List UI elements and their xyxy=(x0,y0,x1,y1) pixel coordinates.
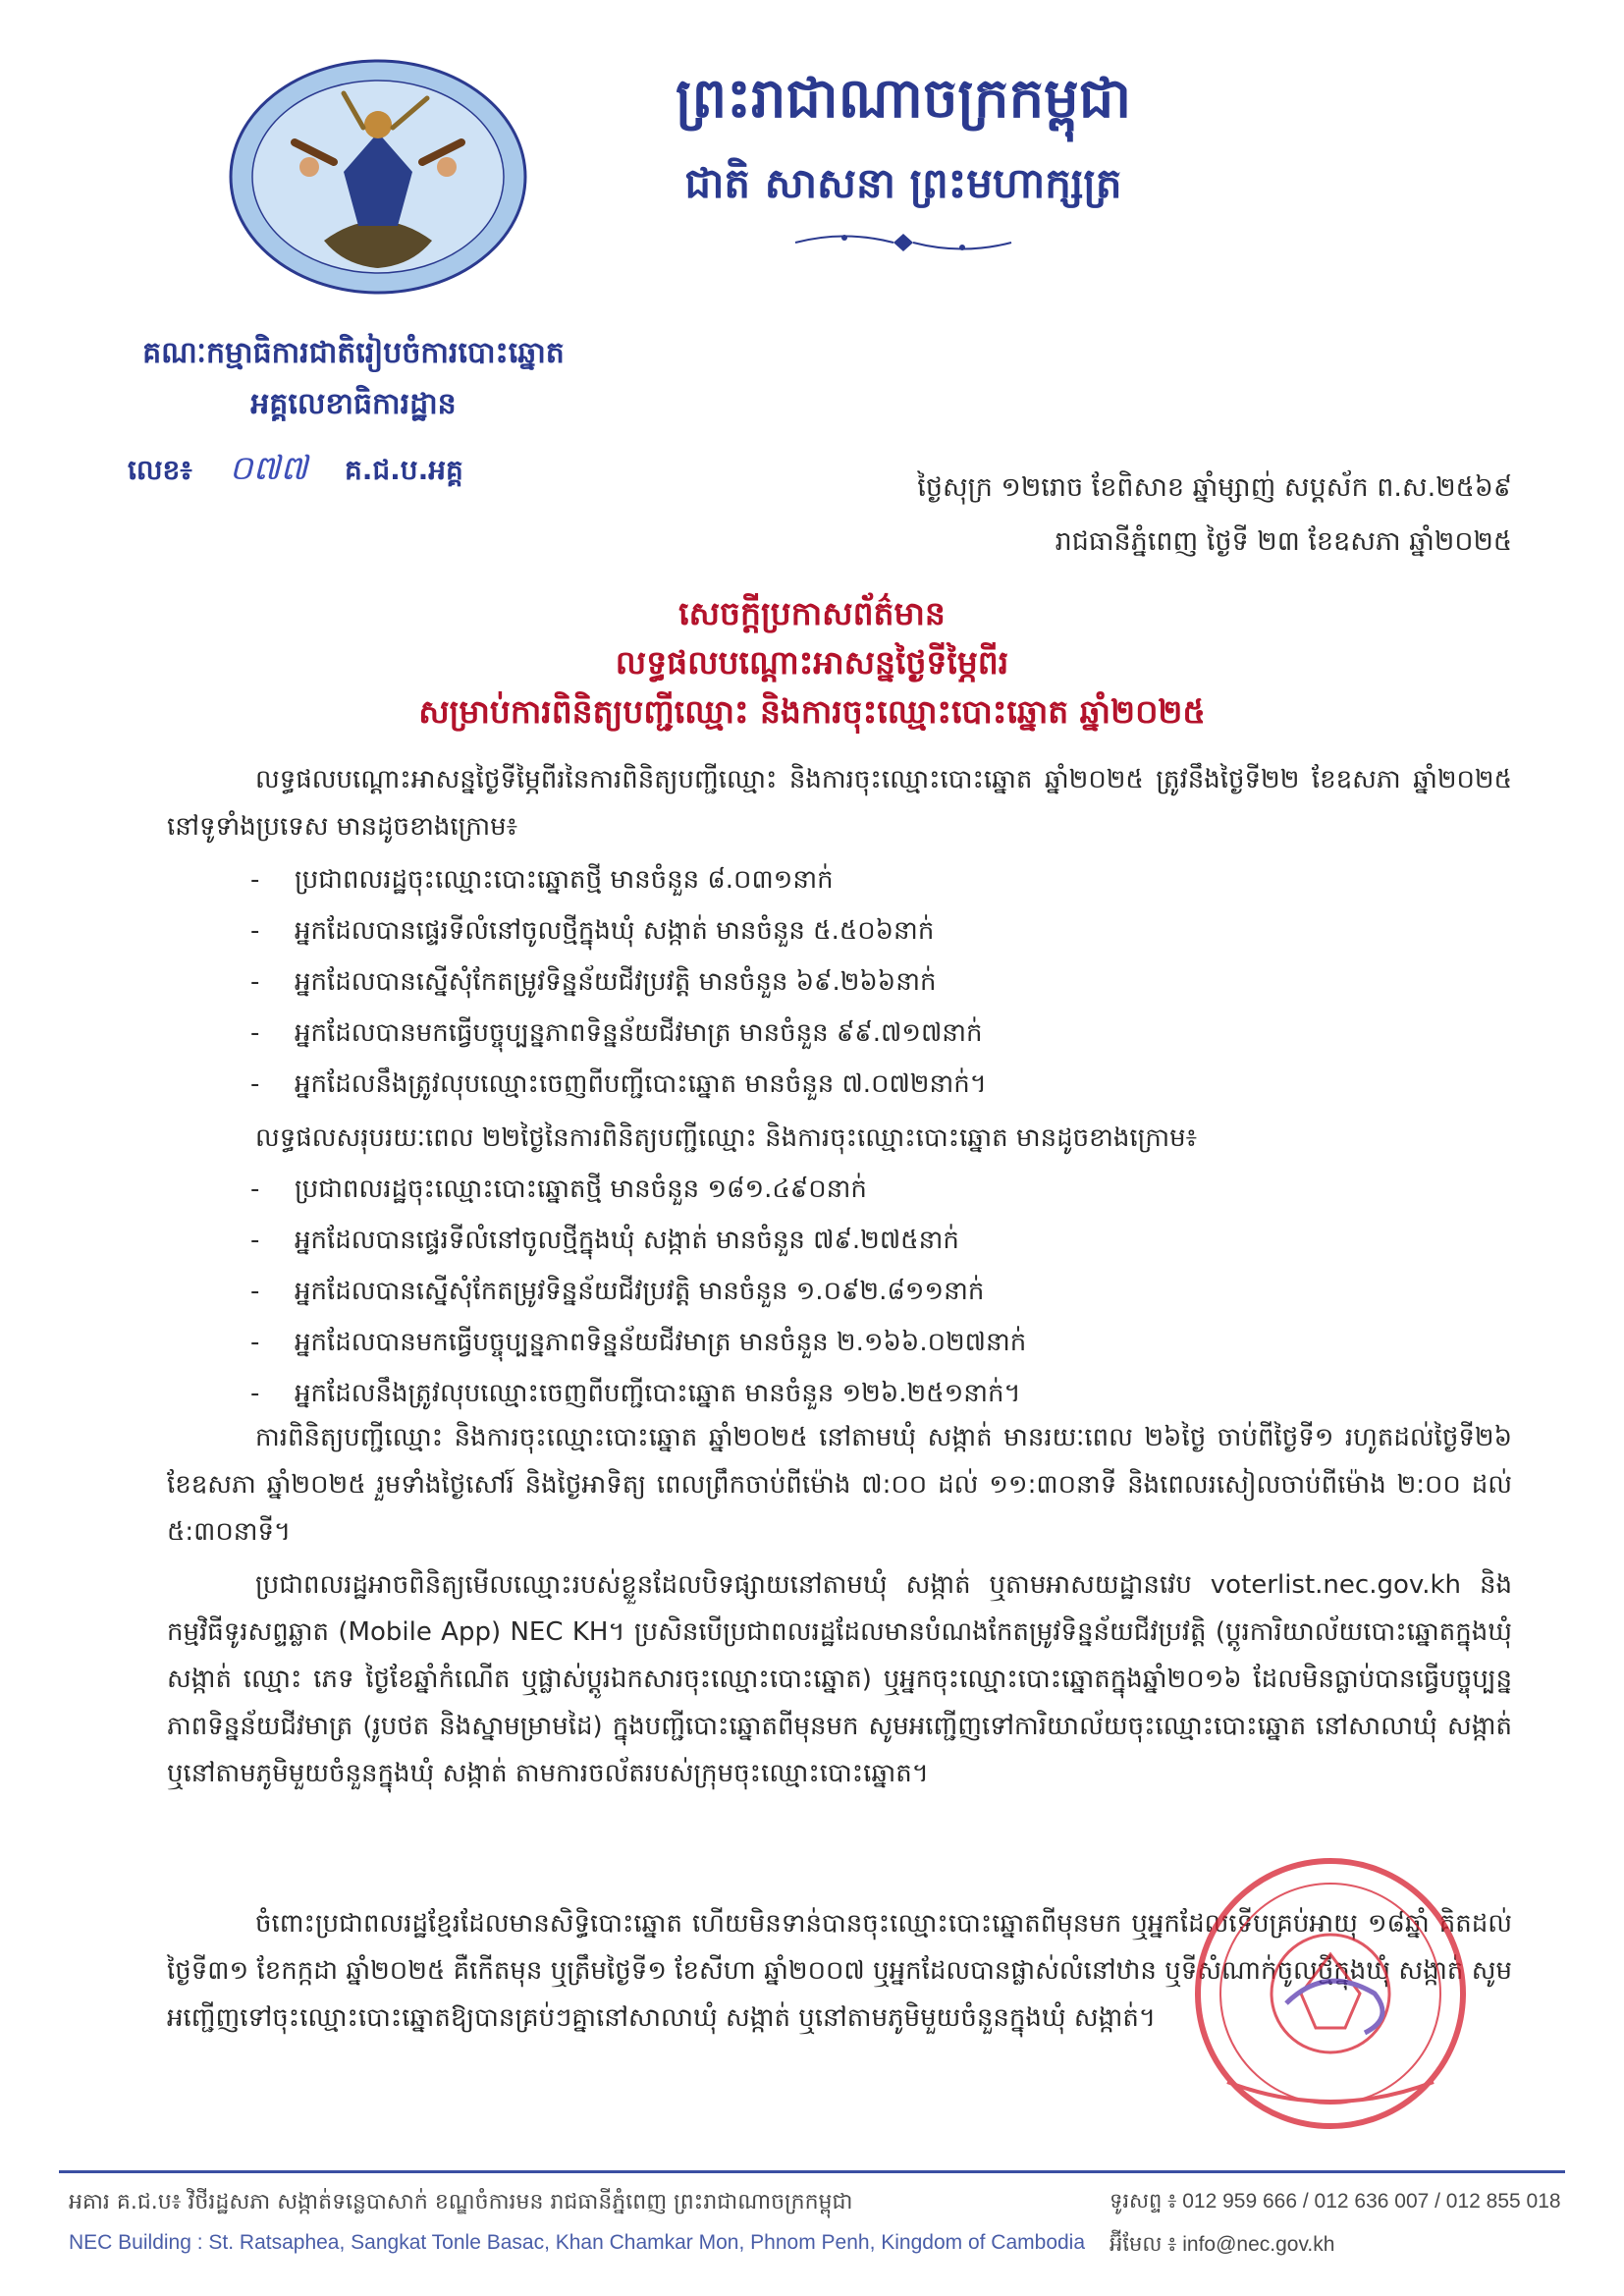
list-item: - អ្នកដែលបានមកធ្វើបច្ចុប្បន្នភាពទិន្នន័យជីវមាត្រ មានចំនួន ២.១៦៦.០២៧នាក់ xyxy=(250,1317,1507,1368)
email-address: info@nec.gov.kh xyxy=(1182,2233,1335,2256)
organization-department: អគ្គលេខាធិការដ្ឋាន xyxy=(250,387,457,421)
lunar-date: ថ្ងៃសុក្រ ១២រោច ខែពិសាខ ឆ្នាំម្សាញ់ សប្តស័ក ព.ស.២៥៦៩ xyxy=(917,472,1512,503)
organization-name: គណៈកម្មាធិការជាតិរៀបចំការបោះឆ្នោត xyxy=(142,336,565,370)
solar-date: រាជធានីភ្នំពេញ ថ្ងៃទី ២៣ ខែឧសភា ឆ្នាំ២០២៥ xyxy=(1055,526,1512,557)
email-label: អ៊ីមែល ៖ xyxy=(1110,2233,1177,2256)
footer-address-english: NEC Building : St. Ratsaphea, Sangkat Tonle Basac, Khan Chamkar Mon, Phnom Penh, Kingdom of Cambodia xyxy=(69,2231,1086,2254)
announcement-title: សេចក្តីប្រកាសព័ត៌មាន xyxy=(678,594,946,632)
intro-paragraph-daily: លទ្ធផលបណ្តោះអាសន្នថ្ងៃទីម្ភៃពីរនៃការពិនិត្យបញ្ជីឈ្មោះ និងការចុះឈ្មោះបោះឆ្នោត ឆ្នាំ២០២៥ ត្រូវនឹងថ្ងៃទី២២ ខែឧសភា ឆ្នាំ២០២៥ នៅទូទាំងប្រទេស មានដូចខាងក្រោម៖ xyxy=(167,765,1512,842)
list-item: - អ្នកដែលបានស្នើសុំកែតម្រូវទិន្នន័យជីវប្រវត្តិ មានចំនួន ៦៩.២៦៦នាក់ xyxy=(250,957,1507,1008)
footer-email xyxy=(1110,2231,1334,2262)
announcement-subtitle-2: សម្រាប់ការពិនិត្យបញ្ជីឈ្មោះ និងការចុះឈ្មោះបោះឆ្នោត ឆ្នាំ២០២៥ xyxy=(418,692,1206,731)
phone-label: ទូរសព្ទ ៖ xyxy=(1110,2190,1177,2213)
list-item: - អ្នកដែលបានផ្ទេរទីលំនៅចូលថ្មីក្នុងឃុំ សង្កាត់ មានចំនួន ៧៩.២៧៥នាក់ xyxy=(250,1215,1507,1266)
phone-numbers: 012 959 666 / 012 636 007 / 012 855 018 xyxy=(1182,2190,1561,2213)
footer-divider xyxy=(59,2170,1565,2173)
verification-paragraph: ប្រជាពលរដ្ឋអាចពិនិត្យមើលឈ្មោះរបស់ខ្លួនដែលបិទផ្សាយនៅតាមឃុំ សង្កាត់ ឬតាមអាសយដ្ឋានវេប voterlist.nec.gov.kh និងកម្មវិធីទូរសព្ទឆ្លាត (Mobile App) NEC KH។ ប្រសិនបើប្រជាពលរដ្ឋដែលមានបំណងកែតម្រូវទិន្នន័យជីវប្រវត្តិ (ប្តូរការិយាល័យបោះឆ្នោតក្នុងឃុំ សង្កាត់ ឈ្មោះ ភេទ ថ្ងៃខែឆ្នាំកំណើត ឬផ្លាស់ប្តូរឯកសារចុះឈ្មោះបោះឆ្នោត) ឬអ្នកចុះឈ្មោះបោះឆ្នោតក្នុងឆ្នាំ២០១៦ ដែលមិនធ្លាប់បានធ្វើបច្ចុប្បន្នភាពទិន្នន័យជីវមាត្រ (រូបថត និងស្នាមម្រាមដៃ) ក្នុងបញ្ជីបោះឆ្នោតពីមុនមក សូមអញ្ជើញទៅការិយាល័យចុះឈ្មោះបោះឆ្នោត នៅសាលាឃុំ សង្កាត់ ឬនៅតាមភូមិមួយចំនួនក្នុងឃុំ សង្កាត់ តាមការចល័តរបស់ក្រុមចុះឈ្មោះបោះឆ្នោត។ xyxy=(167,1570,1512,1788)
kingdom-heading: ព្រះរាជាណាចក្រកម្ពុជា xyxy=(675,66,1132,131)
announcement-subtitle: លទ្ធផលបណ្តោះអាសន្នថ្ងៃទីម្ភៃពីរ xyxy=(615,643,1009,682)
intro-paragraph-total: លទ្ធផលសរុបរយៈពេល ២២ថ្ងៃនៃការពិនិត្យបញ្ជីឈ្មោះ និងការចុះឈ្មោះបោះឆ្នោត មានដូចខាងក្រោម៖ xyxy=(255,1123,1198,1153)
footer-phone xyxy=(1110,2188,1561,2218)
list-item: - អ្នកដែលបានផ្ទេរទីលំនៅចូលថ្មីក្នុងឃុំ សង្កាត់ មានចំនួន ៥.៥០៦នាក់ xyxy=(250,905,1507,957)
flourish-ornament-icon xyxy=(785,228,1021,257)
list-item: - អ្នកដែលបានស្នើសុំកែតម្រូវទិន្នន័យជីវប្រវត្តិ មានចំនួន ១.០៩២.៨១១នាក់ xyxy=(250,1266,1507,1317)
list-item: - អ្នកដែលនឹងត្រូវលុបឈ្មោះចេញពីបញ្ជីបោះឆ្នោត មានចំនួន ៧.០៧២នាក់។ xyxy=(250,1059,1507,1110)
list-item: - អ្នកដែលនឹងត្រូវលុបឈ្មោះចេញពីបញ្ជីបោះឆ្នោត មានចំនួន ១២៦.២៥១នាក់។ xyxy=(250,1368,1507,1419)
reference-number-value: ០៧៧ xyxy=(229,449,308,488)
national-motto: ជាតិ សាសនា ព្រះមហាក្សត្រ xyxy=(684,159,1122,207)
list-item: - ប្រជាពលរដ្ឋចុះឈ្មោះបោះឆ្នោតថ្មី មានចំនួន ៨.០៣១នាក់ xyxy=(250,854,1507,905)
schedule-paragraph: ការពិនិត្យបញ្ជីឈ្មោះ និងការចុះឈ្មោះបោះឆ្នោត ឆ្នាំ២០២៥ នៅតាមឃុំ សង្កាត់ មានរយៈពេល ២៦ថ្ងៃ ចាប់ពីថ្ងៃទី១ រហូតដល់ថ្ងៃទី២៦ ខែឧសភា ឆ្នាំ២០២៥ រួមទាំងថ្ងៃសៅរ៍ និងថ្ងៃអាទិត្យ ពេលព្រឹកចាប់ពីម៉ោង ៧:០០ ដល់ ១១:៣០នាទី និងពេលរសៀលចាប់ពីម៉ោង ២:០០ ដល់ ៥:៣០នាទី។ xyxy=(167,1423,1512,1547)
eligibility-paragraph: ចំពោះប្រជាពលរដ្ឋខ្មែរដែលមានសិទ្ធិបោះឆ្នោត ហើយមិនទាន់បានចុះឈ្មោះបោះឆ្នោតពីមុនមក ឬអ្នកដែលទើបគ្រប់អាយុ ១៨ឆ្នាំ គិតដល់ថ្ងៃទី៣១ ខែកក្កដា ឆ្នាំ២០២៥ គឺកើតមុន ឬត្រឹមថ្ងៃទី១ ខែសីហា ឆ្នាំ២០០៧ ឬអ្នកដែលបានផ្លាស់លំនៅឋាន ឬទីសំណាក់ចូលថ្មីក្នុងឃុំ សង្កាត់ សូមអញ្ជើញទៅចុះឈ្មោះបោះឆ្នោតឱ្យបានគ្រប់ៗគ្នានៅសាលាឃុំ សង្កាត់ ឬនៅតាមភូមិមួយចំនួនក្នុងឃុំ សង្កាត់។ xyxy=(167,1909,1512,2033)
daily-results-list xyxy=(250,854,1507,1110)
footer-address-khmer: អគារ គ.ជ.ប៖ វិថីរដ្ឋសភា សង្កាត់ទន្លេបាសាក់ ខណ្ឌចំការមន រាជធានីភ្នំពេញ ព្រះរាជាណាចក្រកម្ពុជា xyxy=(69,2190,853,2214)
list-item: - អ្នកដែលបានមកធ្វើបច្ចុប្បន្នភាពទិន្នន័យជីវមាត្រ មានចំនួន ៩៩.៧១៧នាក់ xyxy=(250,1008,1507,1059)
official-seal-icon xyxy=(1168,1846,1492,2141)
reference-label: លេខ៖ xyxy=(128,454,192,486)
total-results-list xyxy=(250,1164,1507,1419)
reference-number xyxy=(128,447,491,496)
reference-suffix: គ.ជ.ប.អគ្គ xyxy=(344,454,463,486)
list-item: - ប្រជាពលរដ្ឋចុះឈ្មោះបោះឆ្នោតថ្មី មានចំនួន ១៨១.៤៩០នាក់ xyxy=(250,1164,1507,1215)
nec-emblem-icon xyxy=(216,54,540,300)
